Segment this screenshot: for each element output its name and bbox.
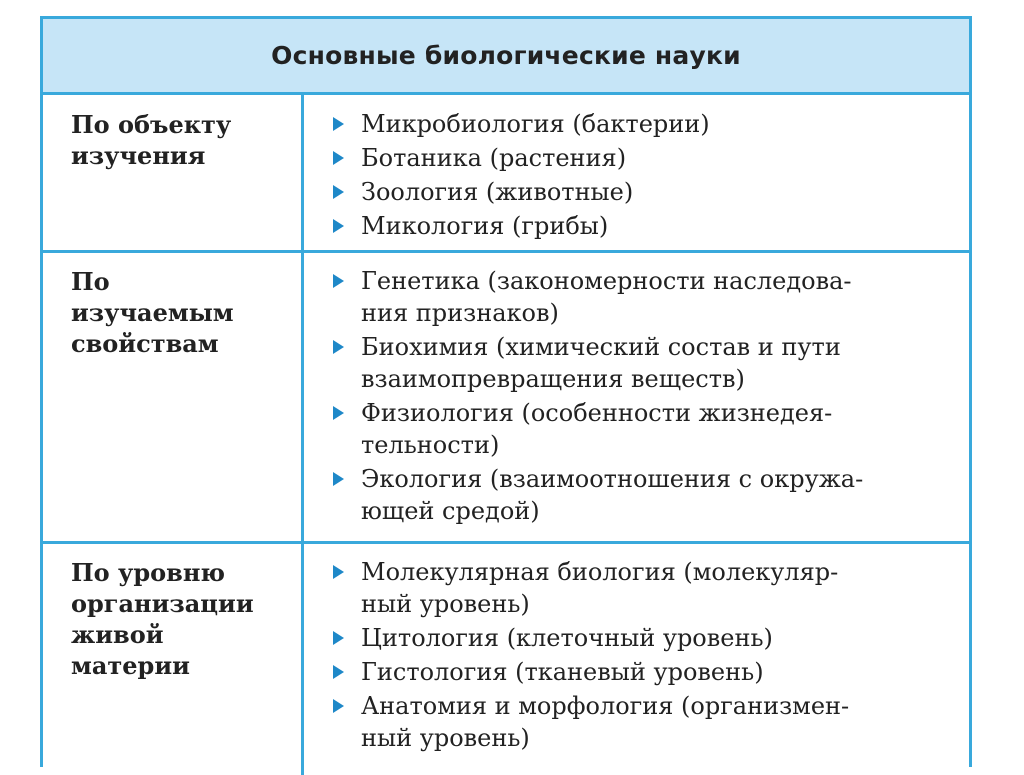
list-item: Физиология (особенности жизнедея- тельности) bbox=[331, 397, 961, 461]
triangle-bullet-icon bbox=[333, 631, 344, 645]
list-item: Биохимия (химический состав и пути взаимопревращения веществ) bbox=[331, 331, 961, 395]
triangle-bullet-icon bbox=[333, 699, 344, 713]
category-line: организации bbox=[71, 589, 254, 618]
category-line: изучаемым bbox=[71, 298, 234, 327]
list-item: Анатомия и морфология (организмен- ный уровень) bbox=[331, 690, 961, 754]
list-item: Ботаника (растения) bbox=[331, 142, 961, 174]
triangle-bullet-icon bbox=[333, 219, 344, 233]
row-divider bbox=[43, 250, 969, 253]
triangle-bullet-icon bbox=[333, 472, 344, 486]
triangle-bullet-icon bbox=[333, 185, 344, 199]
list-by-level bbox=[331, 556, 961, 756]
triangle-bullet-icon bbox=[333, 151, 344, 165]
list-item: Микология (грибы) bbox=[331, 210, 961, 242]
table-header bbox=[43, 19, 969, 95]
list-by-properties bbox=[331, 265, 961, 529]
triangle-bullet-icon bbox=[333, 274, 344, 288]
row-divider bbox=[43, 541, 969, 544]
list-item: Генетика (закономерности наследова- ния признаков) bbox=[331, 265, 961, 329]
table-title: Основные биологические науки bbox=[271, 41, 741, 70]
triangle-bullet-icon bbox=[333, 117, 344, 131]
list-item: Микробиология (бактерии) bbox=[331, 108, 961, 140]
category-by-properties bbox=[71, 266, 291, 359]
column-divider bbox=[301, 95, 304, 775]
category-line: материи bbox=[71, 651, 190, 680]
list-item: Цитология (клеточный уровень) bbox=[331, 622, 961, 654]
category-line: изучения bbox=[71, 141, 206, 170]
list-item: Гистология (тканевый уровень) bbox=[331, 656, 961, 688]
biology-sciences-table bbox=[40, 16, 972, 767]
triangle-bullet-icon bbox=[333, 665, 344, 679]
triangle-bullet-icon bbox=[333, 406, 344, 420]
list-item: Зоология (животные) bbox=[331, 176, 961, 208]
list-by-object bbox=[331, 108, 961, 244]
category-line: свойствам bbox=[71, 329, 219, 358]
triangle-bullet-icon bbox=[333, 340, 344, 354]
category-by-object bbox=[71, 109, 291, 171]
list-item: Экология (взаимоотношения с окружа- ющей средой) bbox=[331, 463, 961, 527]
triangle-bullet-icon bbox=[333, 565, 344, 579]
category-by-level bbox=[71, 557, 291, 681]
category-line: По bbox=[71, 267, 110, 296]
category-line: живой bbox=[71, 620, 164, 649]
list-item: Молекулярная биология (молекуляр- ный уровень) bbox=[331, 556, 961, 620]
category-line: По объекту bbox=[71, 110, 232, 139]
category-line: По уровню bbox=[71, 558, 226, 587]
